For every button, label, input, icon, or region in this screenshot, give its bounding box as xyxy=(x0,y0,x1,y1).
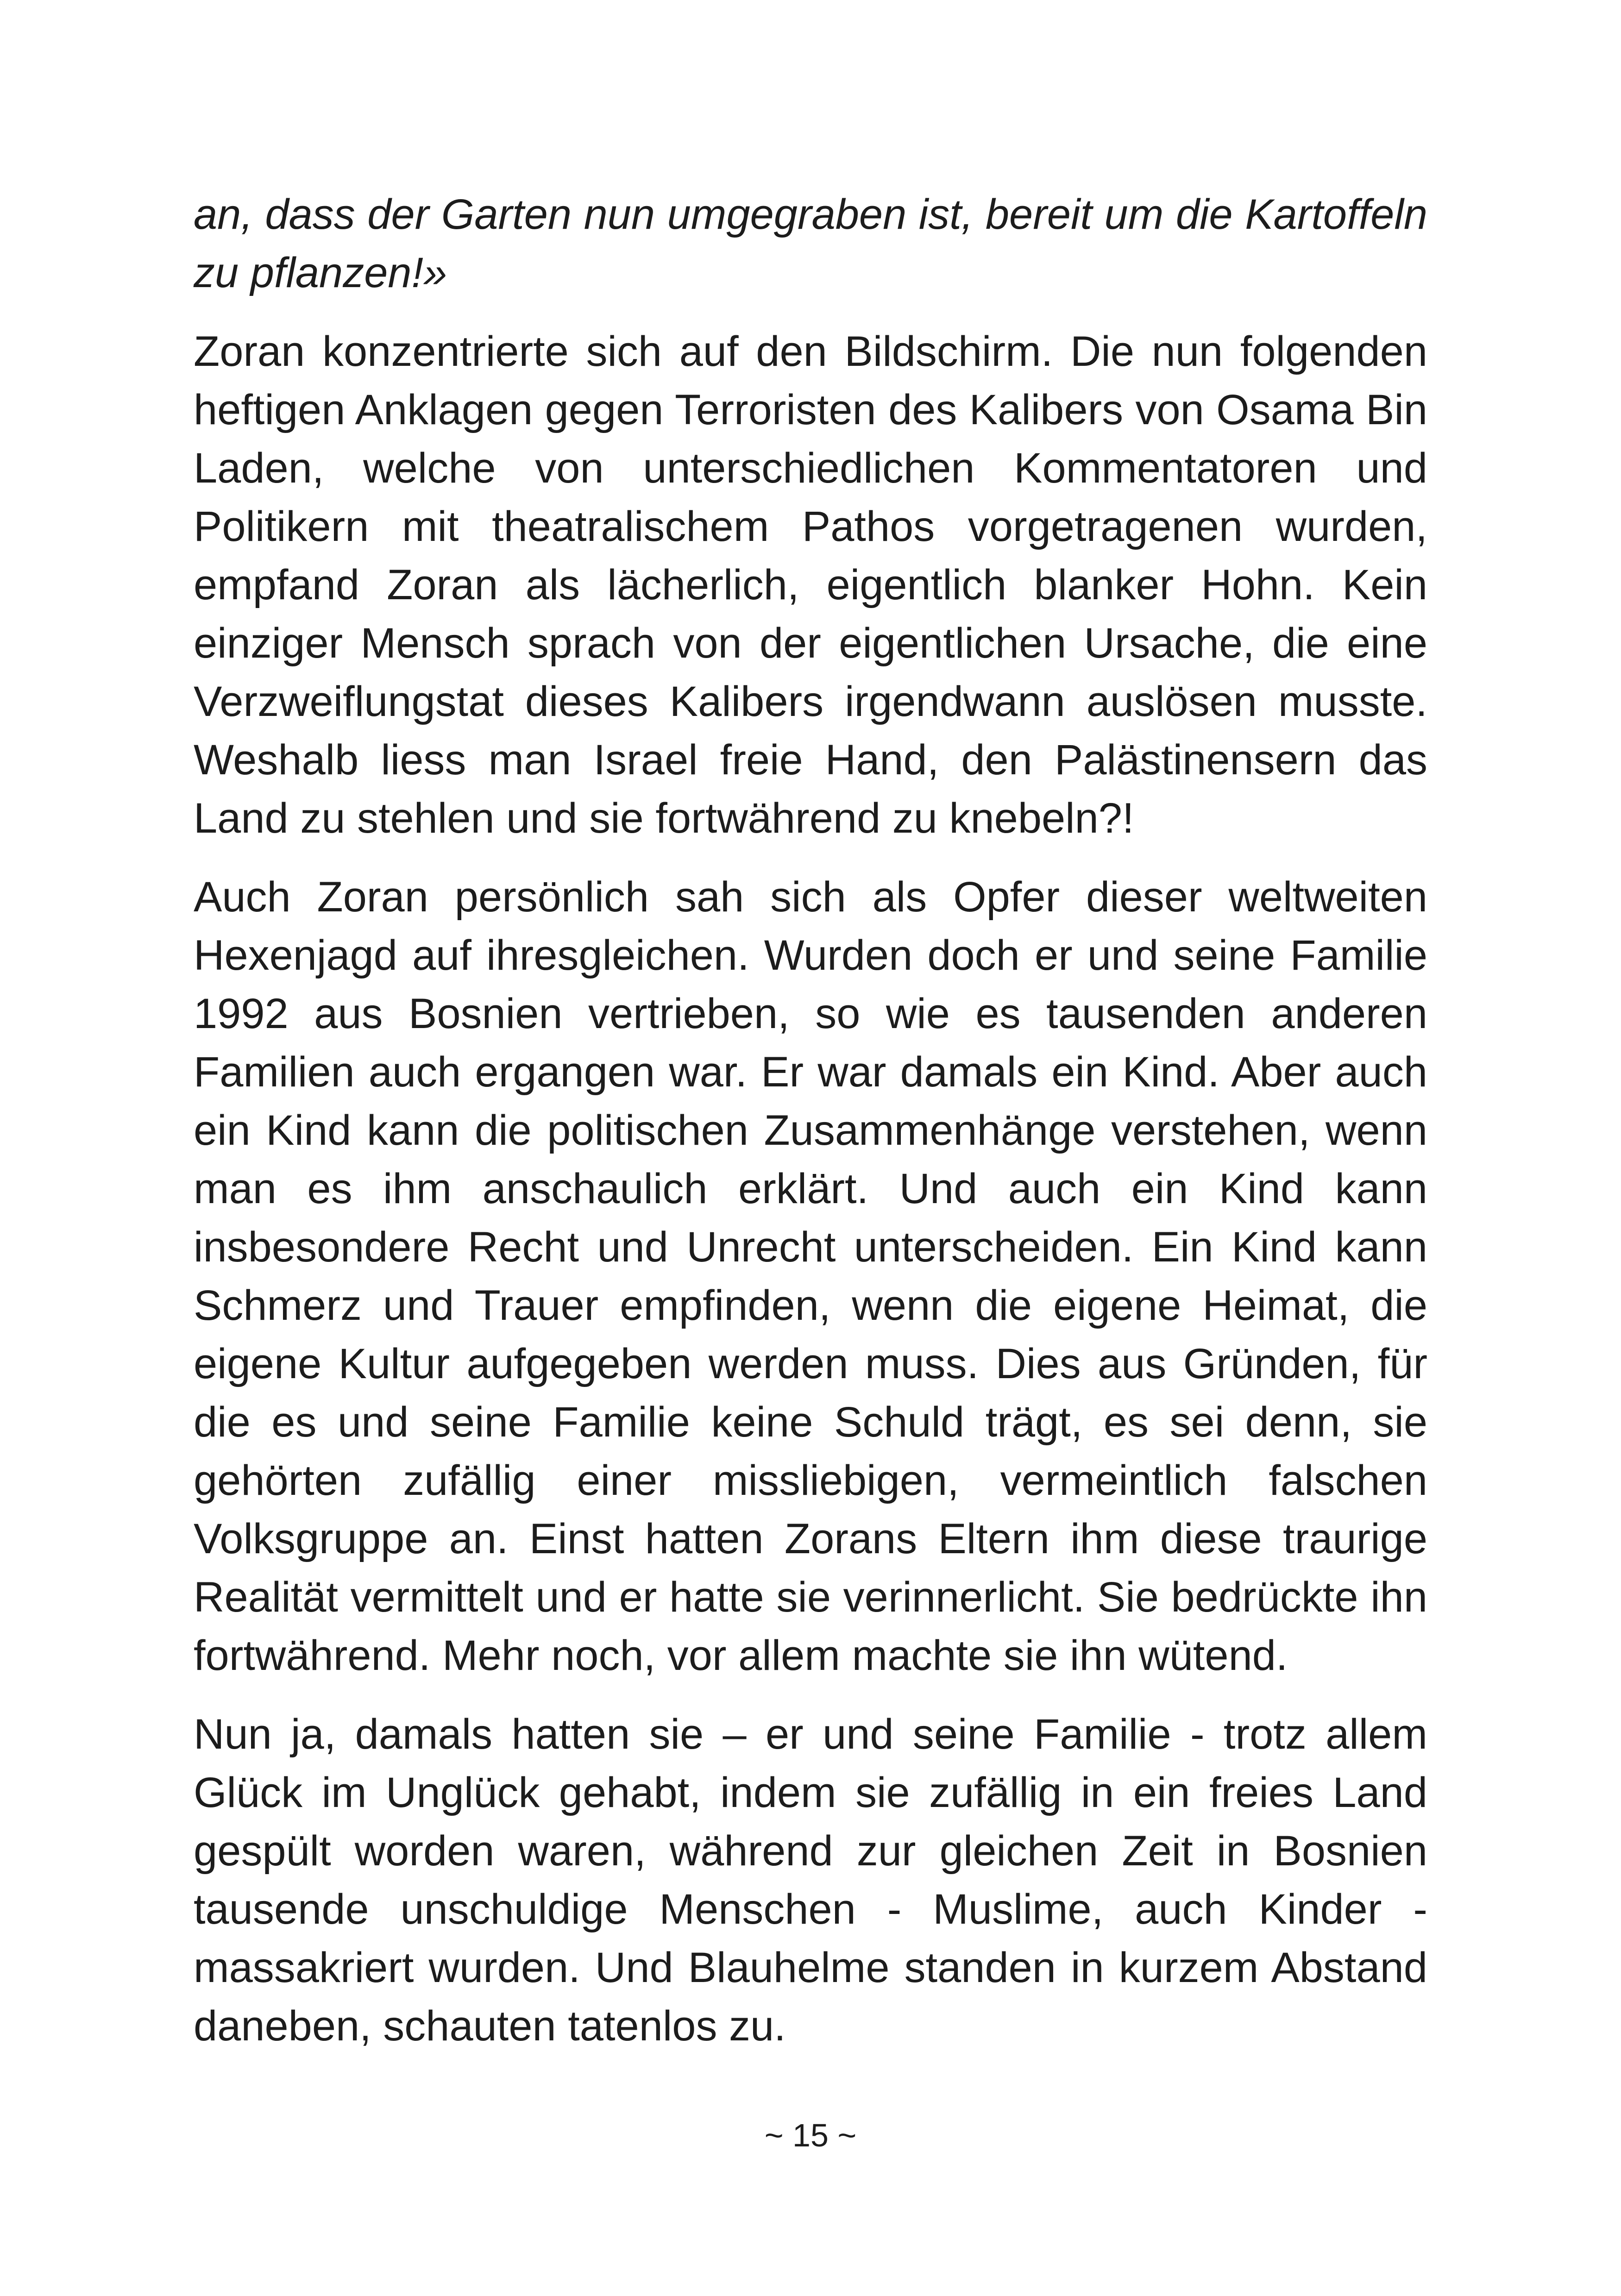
paragraph-bosnia-memory: Auch Zoran persönlich sah sich als Opfer dieser weltweiten Hexenjagd auf ihresgleichen. Wurden doch er und seine Familie 1992 aus Bosnien vertrieben, so wie es tausenden anderen Familien auch ergangen war. Er war damals ein Kind. Aber auch ein Kind kann die politischen Zusammenhänge verstehen, wenn man es ihm anschaulich erklärt. Und auch ein Kind kann insbesondere Recht und Unrecht unterscheiden. Ein Kind kann Schmerz und Trauer empfinden, wenn die eigene Heimat, die eigene Kultur aufgegeben werden muss. Dies aus Gründen, für die es und seine Familie keine Schuld trägt, es sei denn, sie gehörten zufällig einer missliebigen, vermeintlich falschen Volksgruppe an. Einst hatten Zorans Eltern ihm diese traurige Realität vermittelt und er hatte sie verinnerlicht. Sie bedrückte ihn fortwährend. Mehr noch, vor allem machte sie ihn wütend. xyxy=(194,873,1427,1679)
page-body xyxy=(194,185,1427,2076)
paragraph-quote-ending: an, dass der Garten nun umgegraben ist, bereit um die Kartoffeln zu pflanzen!» xyxy=(194,191,1427,296)
page-number: ~ 15 ~ xyxy=(764,2117,857,2153)
paragraph-screen-news: Zoran konzentrierte sich auf den Bildschirm. Die nun folgenden heftigen Anklagen gegen Terroristen des Kalibers von Osama Bin Laden, welche von unterschiedlichen Kommentatoren und Politikern mit theatralischem Pathos vorgetragenen wurden, empfand Zoran als lächerlich, eigentlich blanker Hohn. Kein einziger Mensch sprach von der eigentlichen Ursache, die eine Verzweiflungstat dieses Kalibers irgendwann auslösen musste. Weshalb liess man Israel freie Hand, den Palästinensern das Land zu stehlen und sie fortwährend zu knebeln?! xyxy=(194,328,1427,842)
paragraph-fortune-in-misfortune: Nun ja, damals hatten sie – er und seine Familie - trotz allem Glück im Unglück gehabt, indem sie zufällig in ein freies Land gespült worden waren, während zur gleichen Zeit in Bosnien tausende unschuldige Menschen - Muslime, auch Kinder - massakriert wurden. Und Blauhelme standen in kurzem Abstand daneben, schauten tatenlos zu. xyxy=(194,1711,1427,2050)
